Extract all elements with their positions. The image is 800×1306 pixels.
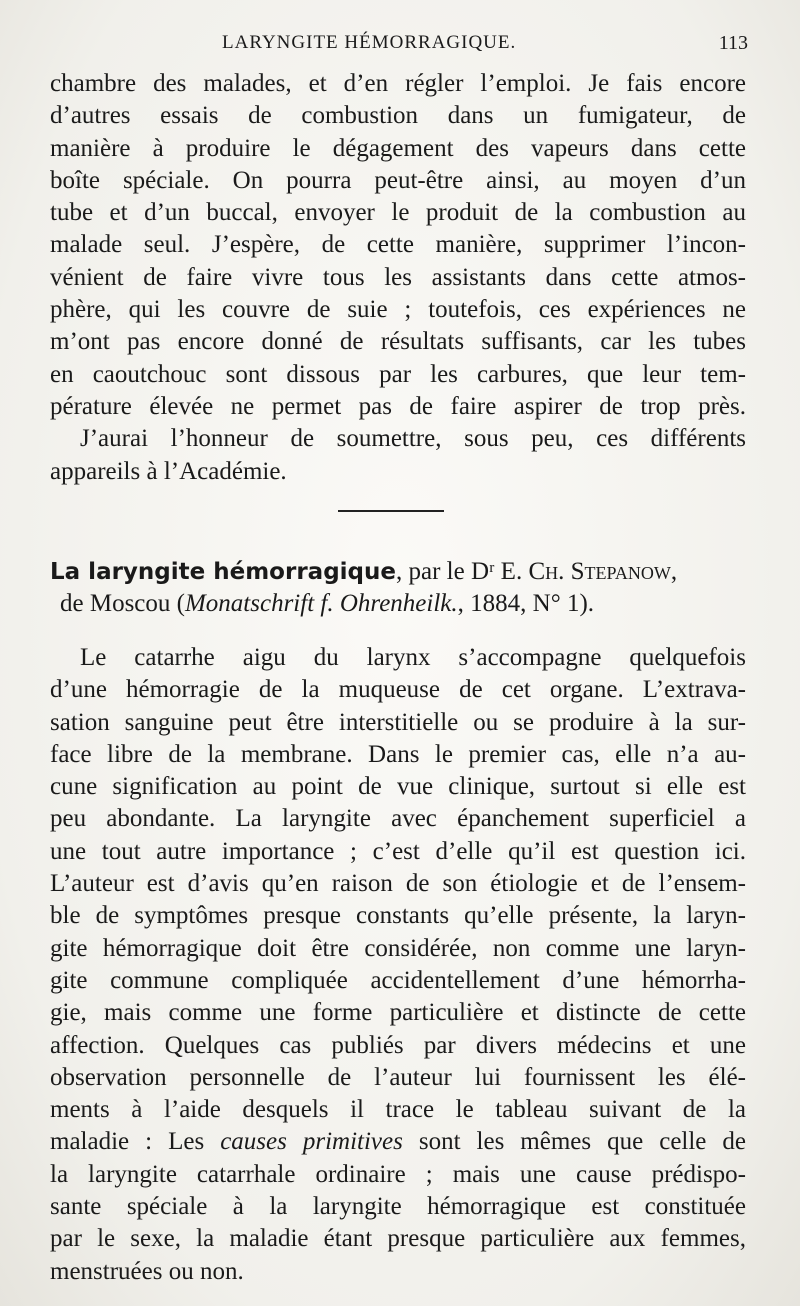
text-block-fumigation: [50, 68, 746, 488]
text-line: manière à produire le dégagement des vapeurs dans cette: [50, 134, 746, 162]
text-line: malade seul. J’espère, de cette manière, supprimer l’incon-: [50, 231, 746, 259]
text-line: ble de symptômes presque constants qu’elle présente, la laryn-: [50, 902, 746, 930]
article-author: Ch. Stepanow,: [528, 558, 678, 585]
text-line: pérature élevée ne permet pas de faire aspirer de trop près.: [50, 392, 746, 420]
text-line: cune signification au point de vue clinique, surtout si elle est: [50, 773, 746, 801]
article-heading-line-1: [50, 556, 746, 588]
text-line: menstruées ou non.: [50, 1257, 244, 1285]
causes-line-after: sont les mêmes que celle de: [402, 1128, 747, 1156]
article-heading: [50, 556, 746, 620]
section-divider: [338, 510, 444, 512]
text-line: d’autres essais de combustion dans un fumigateur, de: [50, 102, 746, 130]
text-line: Le catarrhe aigu du larynx s’accompagne quelquefois: [80, 644, 746, 671]
text-line: ments à l’aide desquels il trace le tableau suivant de la: [50, 1096, 746, 1124]
text-line: chambre des malades, et d’en régler l’emploi. Je fais encore: [50, 70, 746, 97]
text-line: L’auteur est d’avis qu’en raison de son étiologie et de l’ensem-: [50, 870, 746, 898]
article-journal: Monatschrift f. Ohrenheilk.: [184, 590, 458, 617]
text-line: la laryngite catarrhale ordinaire ; mais une cause prédispo-: [50, 1160, 746, 1188]
text-line: observation personnelle de l’auteur lui fournissent les élé-: [50, 1063, 746, 1091]
text-line: par le sexe, la maladie étant presque particulière aux femmes,: [50, 1225, 746, 1253]
page-number: 113: [718, 32, 748, 54]
text-line: tube et d’un buccal, envoyer le produit de la combustion au: [50, 199, 746, 227]
text-line: affection. Quelques cas publiés par divers médecins et une: [50, 1031, 746, 1059]
text-line: J’aurai l’honneur de soumettre, sous peu, ces différents: [80, 425, 746, 453]
text-line: m’ont pas encore donné de résultats suffisants, car les tubes: [50, 328, 746, 356]
page-header: [50, 32, 748, 62]
running-title: LARYNGITE HÉMORRAGIQUE.: [222, 32, 517, 53]
article-heading-line-2: [50, 588, 746, 620]
text-line: d’une hémorragie de la muqueuse de cet organe. L’extrava-: [50, 676, 746, 704]
text-line: vénient de faire vivre tous les assistants dans cette atmos-: [50, 263, 746, 291]
text-line: gite hémorragique doit être considérée, non comme une laryn-: [50, 934, 746, 962]
text-line-causes: [50, 1126, 746, 1158]
text-line: gie, mais comme une forme particulière et distincte de cette: [50, 999, 746, 1027]
text-line: gite commune compliquée accidentellement d’une hémorrha-: [50, 966, 746, 994]
text-line: phère, qui les couvre de suie ; toutefois, ces expériences ne: [50, 296, 746, 324]
causes-line-before: maladie : Les: [50, 1128, 221, 1156]
article-title: La laryngite hémorragique: [50, 559, 396, 585]
article-citation: , 1884, N° 1).: [457, 590, 595, 617]
text-line: boîte spéciale. On pourra peut-être ainsi, au moyen d’un: [50, 166, 746, 194]
article-origin: de Moscou (: [60, 590, 185, 617]
text-line: sante spéciale à la laryngite hémorragique est constituée: [50, 1193, 746, 1221]
causes-line-italic: causes primitives: [220, 1128, 403, 1156]
text-line: appareils à l’Académie.: [50, 457, 287, 485]
text-block-article: [50, 642, 746, 1288]
text-line: face libre de la membrane. Dans le premier cas, elle n’a au-: [50, 740, 746, 768]
text-line: une tout autre importance ; c’est d’elle qu’il est question ici.: [50, 837, 746, 865]
article-byline: , par le Dʳ E.: [395, 558, 529, 585]
text-line: sation sanguine peut être interstitielle ou se produire à la sur-: [50, 708, 746, 736]
text-line: peu abondante. La laryngite avec épanchement superficiel a: [50, 805, 746, 833]
text-line: en caoutchouc sont dissous par les carbures, que leur tem-: [50, 360, 746, 388]
